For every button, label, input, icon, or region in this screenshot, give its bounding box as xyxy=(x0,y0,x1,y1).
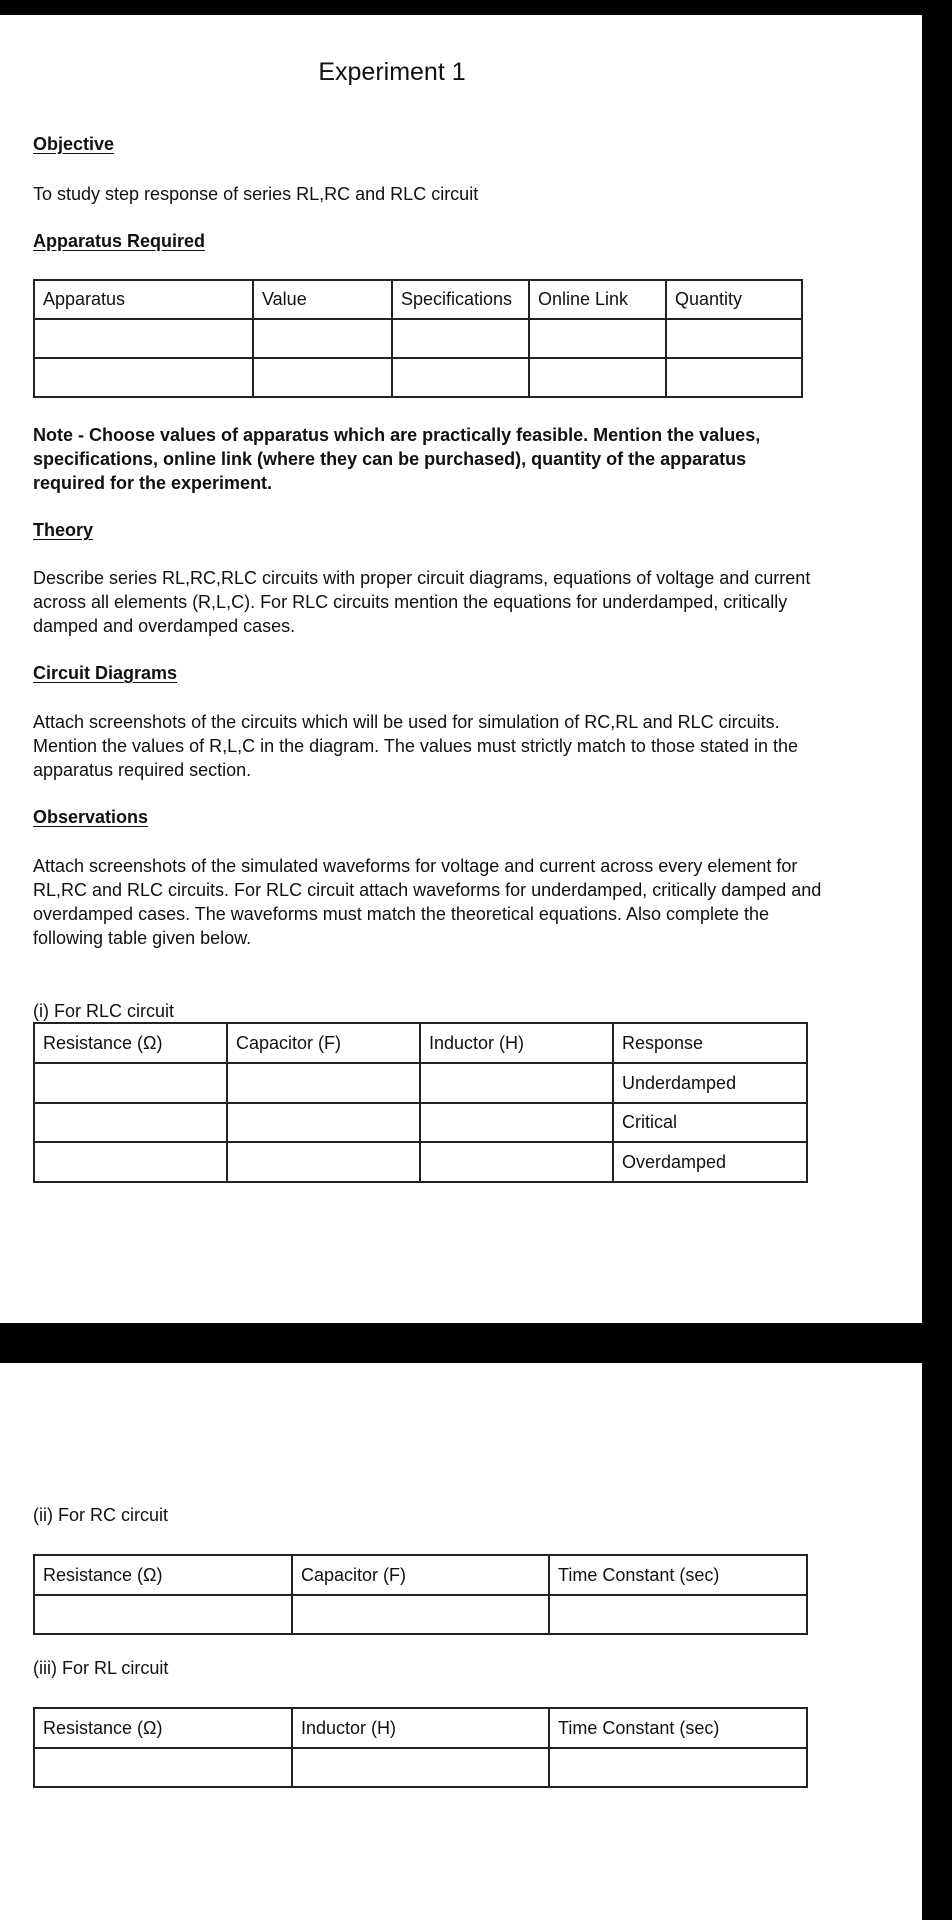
theory-heading: Theory xyxy=(33,520,94,540)
column-header: Resistance (Ω) xyxy=(34,1708,292,1748)
document-page-1 xyxy=(0,15,922,1323)
table-cell[interactable] xyxy=(227,1063,420,1103)
rl-table xyxy=(33,1707,808,1788)
column-header: Inductor (H) xyxy=(292,1708,549,1748)
column-header: Inductor (H) xyxy=(420,1023,613,1063)
table-cell[interactable] xyxy=(529,358,666,397)
table-cell[interactable] xyxy=(253,319,392,358)
table-row xyxy=(34,1103,807,1142)
table-cell[interactable] xyxy=(292,1748,549,1787)
table-header-row xyxy=(34,1023,807,1063)
table-cell[interactable] xyxy=(34,319,253,358)
table-cell[interactable] xyxy=(529,319,666,358)
table-cell[interactable] xyxy=(34,358,253,397)
table-header-row xyxy=(34,1708,807,1748)
response-cell: Underdamped xyxy=(613,1063,807,1103)
rlc-table-caption: (i) For RLC circuit xyxy=(33,1001,175,1021)
table-cell[interactable] xyxy=(227,1103,420,1142)
objective-text: To study step response of series RL,RC and RLC circuit xyxy=(33,184,479,204)
column-header: Online Link xyxy=(529,280,666,319)
apparatus-table xyxy=(33,279,803,398)
table-cell[interactable] xyxy=(549,1595,807,1634)
table-row xyxy=(34,1595,807,1634)
table-row xyxy=(34,319,802,358)
column-header: Specifications xyxy=(392,280,529,319)
table-cell[interactable] xyxy=(392,358,529,397)
rl-table-caption: (iii) For RL circuit xyxy=(33,1658,169,1678)
table-cell[interactable] xyxy=(34,1142,227,1182)
table-cell[interactable] xyxy=(666,319,802,358)
table-row xyxy=(34,358,802,397)
column-header: Resistance (Ω) xyxy=(34,1555,292,1595)
column-header: Time Constant (sec) xyxy=(549,1708,807,1748)
theory-text: Describe series RL,RC,RLC circuits with proper circuit diagrams, equations of voltage and current across all elements (R,L,C). For RLC circuits mention the equations for underdamped, critically damped and overdamped cases. xyxy=(33,568,811,636)
experiment-title: Experiment 1 xyxy=(318,58,466,86)
observations-heading: Observations xyxy=(33,807,149,827)
table-cell[interactable] xyxy=(549,1748,807,1787)
table-row xyxy=(34,1142,807,1182)
column-header: Apparatus xyxy=(34,280,253,319)
observations-text: Attach screenshots of the simulated waveforms for voltage and current across every element for RL,RC and RLC circuits. For RLC circuit attach waveforms for underdamped, critically damped and overdamped cases. The waveforms must match the theoretical equations. Also complete the following table given below. xyxy=(33,856,822,948)
column-header: Value xyxy=(253,280,392,319)
circuit-diagrams-heading: Circuit Diagrams xyxy=(33,663,178,683)
apparatus-note: Note - Choose values of apparatus which are practically feasible. Mention the values, specifications, online link (where they can be purchased), quantity of the apparatus required for the experiment. xyxy=(33,425,761,493)
table-cell[interactable] xyxy=(253,358,392,397)
column-header: Capacitor (F) xyxy=(292,1555,549,1595)
apparatus-heading: Apparatus Required xyxy=(33,231,206,251)
table-cell[interactable] xyxy=(392,319,529,358)
table-cell[interactable] xyxy=(420,1103,613,1142)
table-cell[interactable] xyxy=(34,1748,292,1787)
rc-table xyxy=(33,1554,808,1635)
response-cell: Overdamped xyxy=(613,1142,807,1182)
objective-heading: Objective xyxy=(33,134,115,154)
circuit-diagrams-text: Attach screenshots of the circuits which will be used for simulation of RC,RL and RLC circuits. Mention the values of R,L,C in the diagram. The values must strictly match to those stated in the apparatus required section. xyxy=(33,712,799,780)
response-cell: Critical xyxy=(613,1103,807,1142)
column-header: Capacitor (F) xyxy=(227,1023,420,1063)
column-header: Time Constant (sec) xyxy=(549,1555,807,1595)
rc-table-caption: (ii) For RC circuit xyxy=(33,1505,168,1525)
rlc-table xyxy=(33,1022,808,1183)
column-header: Quantity xyxy=(666,280,802,319)
table-cell[interactable] xyxy=(227,1142,420,1182)
table-cell[interactable] xyxy=(34,1063,227,1103)
table-header-row xyxy=(34,1555,807,1595)
table-cell[interactable] xyxy=(666,358,802,397)
table-cell[interactable] xyxy=(420,1142,613,1182)
document-page-2 xyxy=(0,1363,922,1920)
column-header: Resistance (Ω) xyxy=(34,1023,227,1063)
table-row xyxy=(34,1063,807,1103)
column-header: Response xyxy=(613,1023,807,1063)
table-cell[interactable] xyxy=(292,1595,549,1634)
table-cell[interactable] xyxy=(34,1103,227,1142)
table-cell[interactable] xyxy=(34,1595,292,1634)
table-cell[interactable] xyxy=(420,1063,613,1103)
table-header-row xyxy=(34,280,802,319)
table-row xyxy=(34,1748,807,1787)
